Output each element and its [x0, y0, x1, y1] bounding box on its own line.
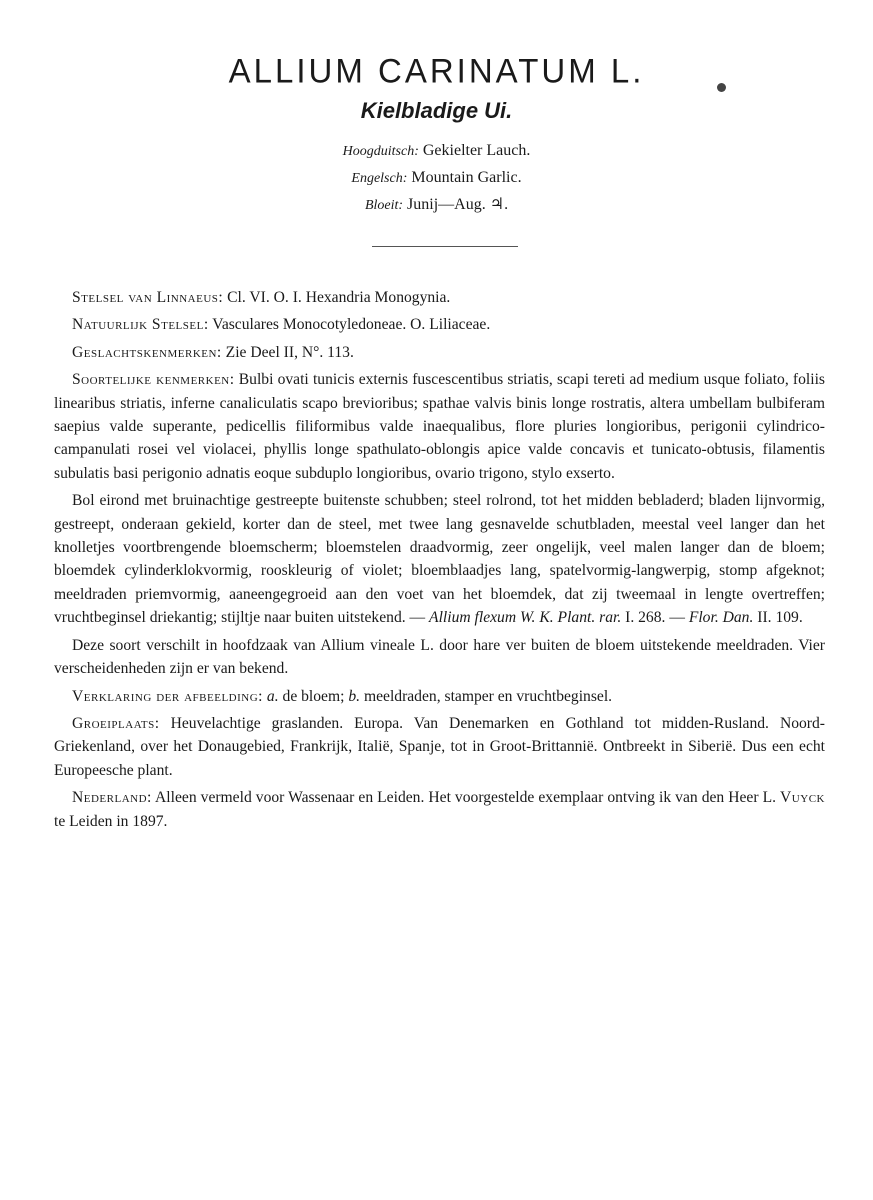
section-label: Stelsel van Linnaeus:	[72, 289, 224, 306]
section-text: Cl. VI. O. I. Hexandria Monogynia.	[227, 289, 451, 306]
common-names	[0, 137, 873, 218]
section-netherlands	[54, 786, 825, 833]
figure-key: a.	[266, 687, 279, 705]
section-label: Groeiplaats:	[72, 714, 160, 732]
reference-text: I. 268. —	[625, 609, 685, 627]
section-text: Alleen vermeld voor Wassenaar en Leiden. Het voorgestelde exemplaar ontving ik van den Heer L.	[155, 789, 777, 807]
section-difference	[54, 634, 825, 681]
section-text: Heuvelachtige graslanden. Europa. Van Denemarken en Gothland tot midden-Rusland. Noord-Griekenland, over het Donaugebied, Frankrijk, Italië, Spanje, tot in Groot-Brittannië. Ontbreekt in Siberië. Dus een echt Europeesche plant.	[54, 714, 825, 779]
section-text: Bol eirond met bruinachtige gestreepte buitenste schubben; steel rolrond, tot het midden bebladerd; bladen lijnvormig, gestreept, onderaan gekield, korter dan de steel, met twee lang gesnavelde schutbladen, meestal veel langer dan het knolletjes voortbrengende bloemscherm; bloemstelen draadvormig, zeer ongelijk, veel malen langer dan de bloem; bloemdek cylinderklokvormig, rooskleurig of violet; bloemblaadjes lang, spatelvormig-langwerpig, stomp afgeknot; meeldraden priemvormig, aaneengegroeid aan den voet van het bloemdek, dat zij tweemaal in lengte overtreffen; vruchtbeginsel driekantig; stijltje naar buiten uitstekend. —	[54, 492, 825, 627]
name-english	[0, 164, 873, 191]
figure-key-text: meeldraden, stamper en vruchtbeginsel.	[363, 687, 613, 705]
section-species-characters	[54, 368, 825, 485]
name-value: Junij—Aug. ♃.	[407, 196, 509, 213]
section-natural-system	[54, 313, 825, 336]
flowering-period	[0, 191, 873, 218]
section-text: Deze soort verschilt in hoofdzaak van Allium vineale L. door hare ver buiten de bloem uitstekende meeldraden. Vier verscheidenheden zijn er van bekend.	[54, 636, 825, 678]
section-label: Soortelijke kenmerken:	[72, 371, 235, 389]
section-label: Verklaring der afbeelding:	[72, 687, 263, 705]
figure-key: b.	[348, 687, 361, 705]
section-label: Geslachtskenmerken:	[72, 343, 222, 361]
name-label: Hoogduitsch:	[342, 144, 419, 159]
page-title: ALLIUM CARINATUM L.	[228, 51, 645, 90]
ink-spot	[717, 83, 726, 92]
name-label: Engelsch:	[351, 171, 408, 186]
section-genus-characters	[54, 341, 825, 364]
name-label: Bloeit:	[364, 198, 404, 213]
figure-key-text: de bloem;	[282, 687, 345, 705]
section-linnaeus	[54, 286, 825, 309]
reference-text: II. 109.	[757, 609, 803, 627]
section-text: Zie Deel II, N°. 113.	[225, 343, 354, 361]
reference-title: Flor. Dan.	[688, 609, 754, 627]
section-description	[54, 489, 825, 629]
section-label: Natuurlijk Stelsel:	[72, 316, 209, 334]
name-value: Gekielter Lauch.	[422, 142, 531, 159]
section-figure-explanation	[54, 685, 825, 708]
section-text: Vasculares Monocotyledoneae. O. Liliaceae.	[212, 316, 491, 334]
name-value: Mountain Garlic.	[411, 169, 522, 186]
body-text	[54, 286, 825, 833]
section-text: Bulbi ovati tunicis externis fuscescentibus striatis, scapi tereti ad medium usque foliato, foliis linearibus striatis, inferne canaliculatis scapo brevioribus; spathae valvis binis longe rostratis, altera umbellam bulbiferam saepius valde superante, pedicellis filiformibus valde inaequalibus, flore pluries longioribus, perigonii cylindrico-campanulati rosei vel violacei, phyllis longe spathulato-oblongis apice valde concavis et tunicato-obtusis, filamentis subulatis basi perigonio adnatis eoque subduplo longioribus, ovario trigono, stylo exserto.	[54, 371, 825, 482]
person-name: Vuyck	[780, 789, 825, 807]
reference-title: Allium flexum W. K. Plant. rar.	[429, 609, 622, 627]
section-text: te Leiden in 1897.	[54, 812, 168, 830]
section-habitat	[54, 712, 825, 782]
name-german	[0, 137, 873, 164]
section-label: Nederland:	[72, 789, 152, 807]
divider-rule	[372, 246, 518, 247]
page-subtitle: Kielbladige Ui.	[360, 98, 513, 123]
